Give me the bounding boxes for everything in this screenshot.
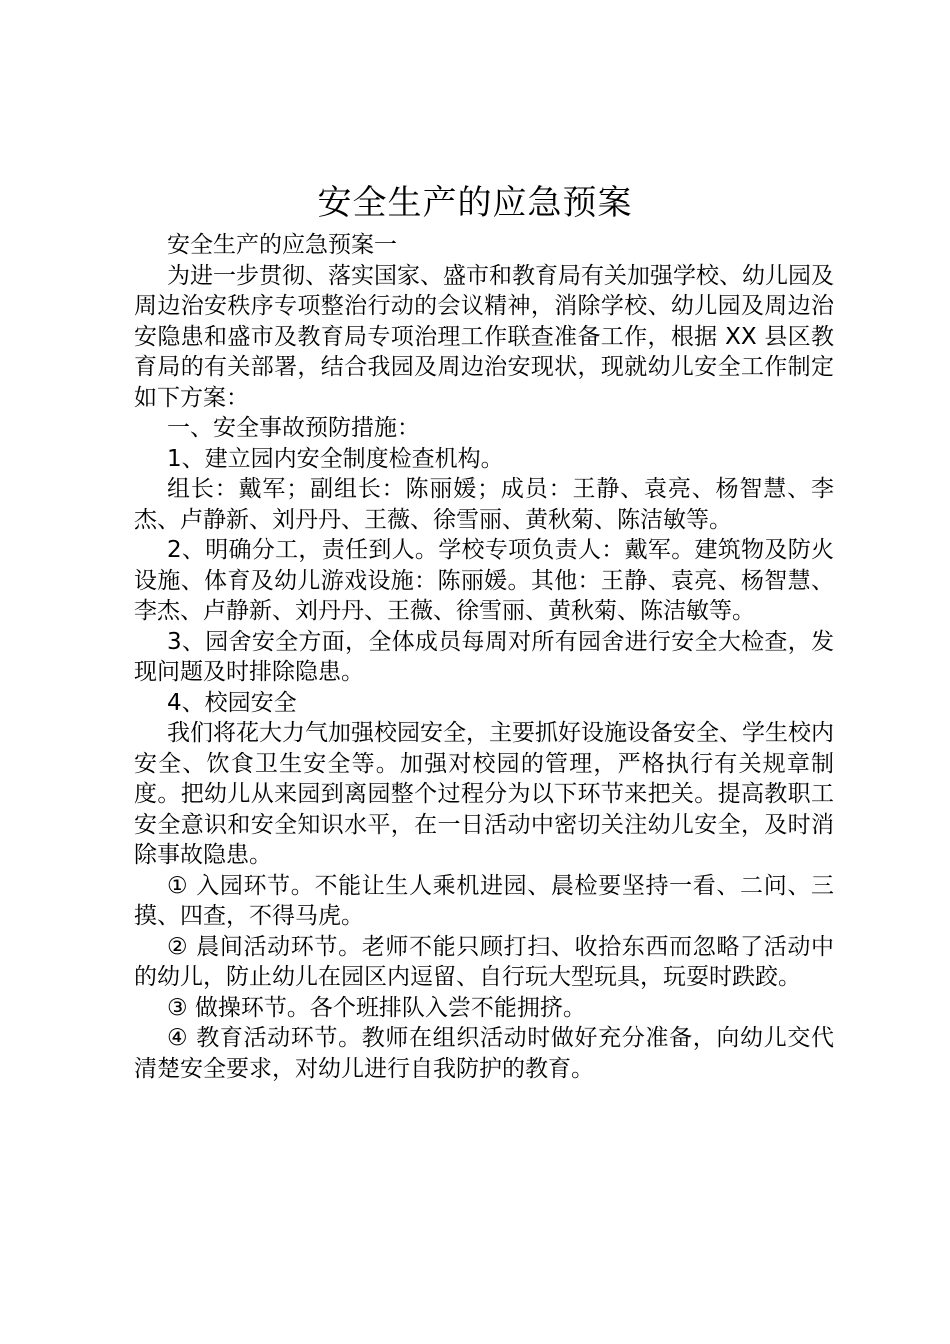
paragraph-step-morning: ② 晨间活动环节。老师不能只顾打扫、收拾东西而忽略了活动中的幼儿，防止幼儿在园区内逗留、自行玩大型玩具，玩耍时跌跤。 <box>134 933 834 990</box>
document-title: 安全生产的应急预案 <box>317 183 633 223</box>
paragraph-step-education: ④ 教育活动环节。教师在组织活动时做好充分准备，向幼儿交代清楚安全要求，对幼儿进行自我防护的教育。 <box>134 1025 834 1082</box>
paragraph-subtitle: 安全生产的应急预案一 <box>167 232 397 258</box>
section-heading-prevention: 一、安全事故预防措施： <box>167 415 420 441</box>
paragraph-item-4: 4、校园安全 <box>167 689 297 716</box>
document-body <box>134 230 834 1084</box>
paragraph-campus-safety: 我们将花大力气加强校园安全，主要抓好设施设备安全、学生校内安全、饮食卫生安全等。加强对校园的管理，严格执行有关规章制度。把幼儿从来园到离园整个过程分为以下环节来把关。提高教职工安全意识和安全知识水平，在一日活动中密切关注幼儿安全，及时消除事故隐患。 <box>134 720 834 868</box>
paragraph-step-exercise: ③ 做操环节。各个班排队入尝不能拥挤。 <box>167 994 586 1021</box>
paragraph-item-1: 1、建立园内安全制度检查机构。 <box>167 445 504 472</box>
paragraph-item-3: 3、园舍安全方面，全体成员每周对所有园舍进行安全大检查，发现问题及时排除隐患。 <box>134 628 834 685</box>
paragraph-intro: 为进一步贯彻、落实国家、盛市和教育局有关加强学校、幼儿园及周边治安秩序专项整治行动的会议精神，消除学校、幼儿园及周边治安隐患和盛市及教育局专项治理工作联查准备工作，根据 XX 县区教育局的有关部署，结合我园及周边治安现状，现就幼儿安全工作制定如下方案： <box>134 262 834 411</box>
paragraph-item-2: 2、明确分工，责任到人。学校专项负责人：戴军。建筑物及防火设施、体育及幼儿游戏设施：陈丽媛。其他：王静、袁亮、杨智慧、李杰、卢静新、刘丹丹、王薇、徐雪丽、黄秋菊、陈洁敏等。 <box>134 537 834 624</box>
paragraph-step-entry: ① 入园环节。不能让生人乘机进园、晨检要坚持一看、二问、三摸、四查，不得马虎。 <box>134 872 834 929</box>
paragraph-team-members: 组长：戴军；副组长：陈丽媛；成员：王静、袁亮、杨智慧、李杰、卢静新、刘丹丹、王薇、徐雪丽、黄秋菊、陈洁敏等。 <box>134 476 834 533</box>
